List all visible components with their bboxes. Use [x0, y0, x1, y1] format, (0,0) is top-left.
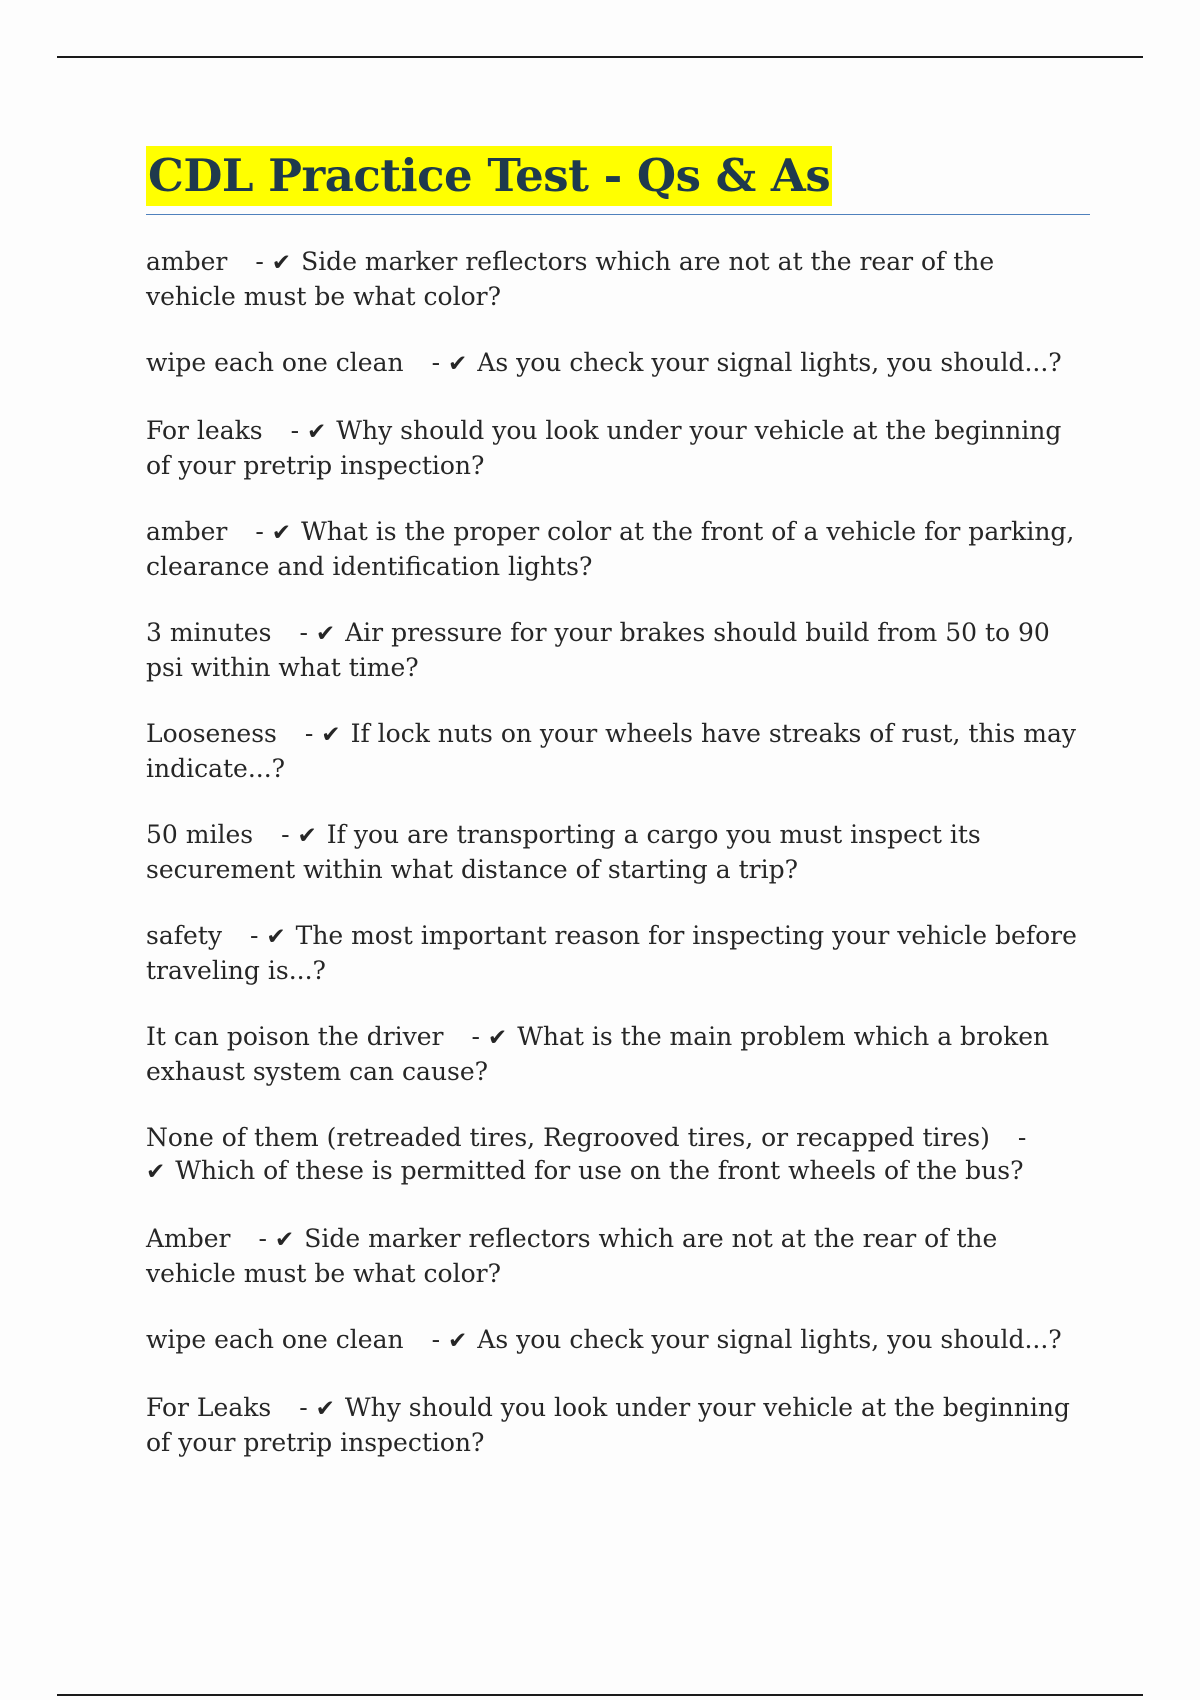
check-icon: ✔ [448, 351, 468, 377]
title-block [146, 146, 1090, 215]
check-icon: ✔ [487, 1025, 508, 1051]
qa-item [146, 1020, 1090, 1088]
separator: - ✔ [471, 1022, 508, 1051]
separator: - ✔ [281, 820, 317, 849]
check-icon: ✔ [307, 419, 327, 445]
question-text: Side marker reflectors which are not at the rear of the vehicle must be what color? [146, 247, 995, 311]
separator: - ✔ [255, 517, 292, 546]
document-body [146, 146, 1090, 1492]
answer-text: It can poison the driver [146, 1022, 444, 1051]
page-title: CDL Practice Test - Qs & As [146, 146, 832, 206]
separator: - ✔ [431, 348, 468, 377]
separator: - ✔ [299, 618, 336, 647]
separator: - ✔ [249, 921, 286, 950]
answer-text: For Leaks [146, 1393, 272, 1422]
check-icon: ✔ [146, 1159, 166, 1185]
answer-text: Looseness [146, 719, 277, 748]
answer-text: None of them (retreaded tires, Regrooved tires, or recapped tires) [146, 1123, 990, 1152]
top-rule [57, 56, 1143, 58]
check-icon: ✔ [321, 722, 341, 748]
question-text: What is the main problem which a broken exhaust system can cause? [146, 1022, 1050, 1086]
question-text: Why should you look under your vehicle at the beginning of your pretrip inspection? [146, 1393, 1070, 1457]
qa-item [146, 515, 1090, 583]
answer-text: 3 minutes [146, 618, 272, 647]
check-icon: ✔ [266, 924, 286, 950]
check-icon: ✔ [297, 823, 317, 849]
question-text: As you check your signal lights, you should...? [477, 1325, 1062, 1354]
answer-text: wipe each one clean [146, 348, 404, 377]
check-icon: ✔ [315, 1396, 335, 1422]
separator: - ✔ [255, 247, 292, 276]
separator: - ✔ [258, 1224, 295, 1253]
answer-text: amber [146, 247, 228, 276]
question-text: What is the proper color at the front of a vehicle for parking, clearance and identification lights? [146, 517, 1075, 581]
question-text: The most important reason for inspecting your vehicle before traveling is...? [146, 921, 1077, 985]
qa-item [146, 1323, 1090, 1358]
question-text: Which of these is permitted for use on the front wheels of the bus? [175, 1156, 1024, 1185]
bottom-rule [57, 1694, 1143, 1696]
check-icon: ✔ [271, 520, 292, 546]
question-text: As you check your signal lights, you should...? [477, 348, 1062, 377]
qa-item [146, 616, 1090, 684]
qa-item [146, 1121, 1090, 1189]
separator: - ✔ [304, 719, 341, 748]
separator: - ✔ [431, 1325, 468, 1354]
question-text: If lock nuts on your wheels have streaks of rust, this may indicate...? [146, 719, 1077, 783]
question-text: Side marker reflectors which are not at the rear of the vehicle must be what color? [146, 1224, 998, 1288]
answer-text: Amber [146, 1224, 231, 1253]
check-icon: ✔ [271, 250, 292, 276]
check-icon: ✔ [274, 1227, 295, 1253]
qa-item [146, 245, 1090, 313]
qa-item [146, 1391, 1090, 1459]
qa-item [146, 414, 1090, 482]
qa-item [146, 818, 1090, 886]
answer-text: For leaks [146, 416, 263, 445]
check-icon: ✔ [448, 1328, 468, 1354]
separator: - ✔ [290, 416, 327, 445]
answer-text: safety [146, 921, 222, 950]
qa-item [146, 919, 1090, 987]
qa-item [146, 1222, 1090, 1290]
qa-item [146, 346, 1090, 381]
question-text: Why should you look under your vehicle at the beginning of your pretrip inspection? [146, 416, 1062, 480]
answer-text: amber [146, 517, 228, 546]
answer-text: 50 miles [146, 820, 254, 849]
qa-list [146, 245, 1090, 1459]
check-icon: ✔ [315, 621, 336, 647]
question-text: If you are transporting a cargo you must inspect its securement within what distance of starting a trip? [146, 820, 981, 884]
separator: - ✔ [146, 1123, 1027, 1185]
question-text: Air pressure for your brakes should build from 50 to 90 psi within what time? [146, 618, 1050, 682]
qa-item [146, 717, 1090, 785]
separator: - ✔ [299, 1393, 335, 1422]
answer-text: wipe each one clean [146, 1325, 404, 1354]
